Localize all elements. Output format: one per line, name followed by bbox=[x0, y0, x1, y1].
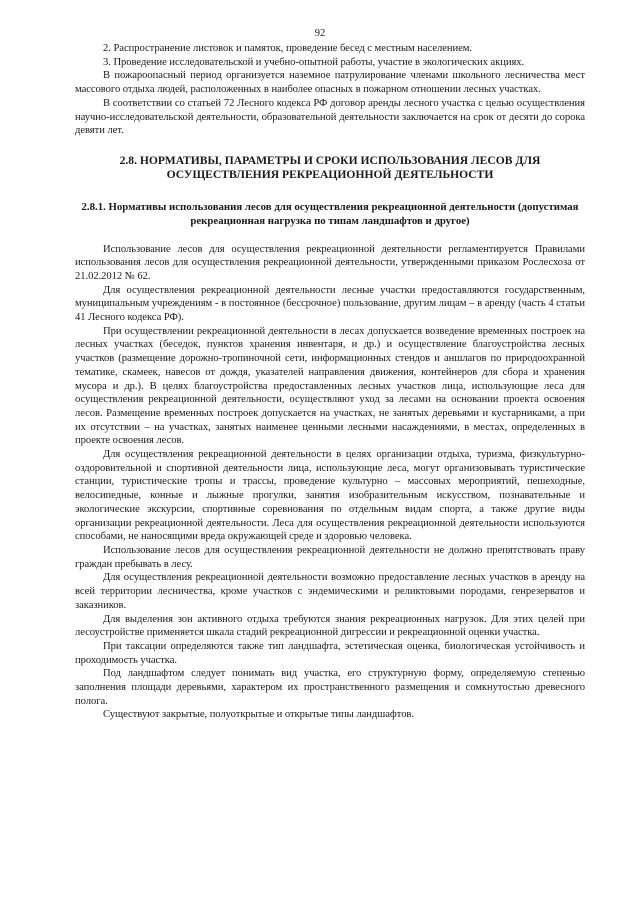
subsection-heading: 2.8.1. Нормативы использования лесов для осуществления рекреационной деятельности (допустимая рекреационная нагрузка по типам ландшафтов и другое) bbox=[81, 200, 579, 227]
paragraph: В соответствии со статьей 72 Лесного кодекса РФ договор аренды лесного участка с целью осуществления научно-исследовательской деятельности, образовательной деятельности заключается на срок от десяти до сорока девяти лет. bbox=[75, 97, 585, 137]
paragraph: При таксации определяются также тип ландшафта, эстетическая оценка, биологическая устойчивость и проходимость участка. bbox=[75, 640, 585, 666]
paragraph: Под ландшафтом следует понимать вид участка, его структурную форму, определяемую степенью заполнения площади деревьями, характером их пространственного размещения и сомкнутостью древесного полога. bbox=[75, 668, 585, 707]
page-number: 92 bbox=[314, 28, 326, 39]
paragraph: 3. Проведение исследовательской и учебно-опытной работы, участие в экологических акциях. bbox=[103, 56, 525, 68]
paragraph: Использование лесов для осуществления рекреационной деятельности не должно препятствовать праву граждан пребывать в лесу. bbox=[75, 544, 585, 570]
paragraph: Для осуществления рекреационной деятельности лесные участки предоставляются государственным, муниципальным учреждениям - в постоянное (бессрочное) пользование, другим лицам – в аренду (часть 4 статьи 41 Лесного кодекса РФ). bbox=[75, 284, 585, 324]
paragraph: При осуществлении рекреационной деятельности в лесах допускается возведение временных построек на лесных участках (беседок, пунктов хранения инвентаря, и др.) и осуществление благоустройства лесных участков (размещение дорожно-тропиночной сети, информационных стендов и аншлагов по природоохранной тематике, скамеек, навесов от дождя, указателей направления движения, контейнеров для сбора и хранения мусора и др.). В целях благоустройства предоставленных лесных участков лица, использующие леса для осуществления рекреационной деятельности, осуществляют уход за лесами на основании проекта освоения лесов. Размещение временных построек допускается на участках, не занятых деревьями и кустарниками, а при их отсутствии – на участках, занятых наименее ценными лесными насаждениями, в местах, определенных в проекте освоения лесов. bbox=[75, 325, 585, 447]
paragraph: Для осуществления рекреационной деятельности в целях организации отдыха, туризма, физкультурно-оздоровительной и спортивной деятельности лица, использующие леса, могут организовывать туристические станции, туристические тропы и трассы, проведение культурно – массовых мероприятий, пешеходные, велосипедные, конные и лыжные прогулки, занятия изобразительным искусством, познавательные и экологические экскурсии, спортивные соревнования по отдельным видам спорта, а также другие виды организации рекреационной деятельности. Леса для осуществления рекреационной деятельности используются способами, не наносящими вреда окружающей среде и здоровью человека. bbox=[75, 449, 585, 543]
paragraph: Использование лесов для осуществления рекреационной деятельности регламентируется Правилами использования лесов для осуществления рекреационной деятельности, утвержденными приказом Рослесхоза от 21.02.2012 № 62. bbox=[75, 243, 585, 282]
paragraph: Существуют закрытые, полуоткрытые и открытые типы ландшафтов. bbox=[103, 709, 414, 721]
paragraph: Для выделения зон активного отдыха требуются знания рекреационных нагрузок. Для этих целей при лесоустройстве применяется шкала стадий рекреационной дигрессии и рекреационной оценки участка. bbox=[75, 613, 585, 639]
paragraph: В пожароопасный период организуется наземное патрулирование членами школьного лесничества мест массового отдыха людей, расположенных в наиболее опасных в пожарном отношении лесных участках. bbox=[75, 70, 585, 96]
paragraph: Для осуществления рекреационной деятельности возможно предоставление лесных участков в аренду на всей территории лесничества, кроме участков с эндемическими и реликтовыми породами, генрезерватов и заказников. bbox=[75, 572, 585, 611]
paragraph: 2. Распространение листовок и памяток, проведение бесед с местным населением. bbox=[103, 43, 473, 54]
page-content bbox=[75, 42, 585, 722]
section-heading: 2.8. НОРМАТИВЫ, ПАРАМЕТРЫ И СРОКИ ИСПОЛЬЗОВАНИЯ ЛЕСОВ ДЛЯ ОСУЩЕСТВЛЕНИЯ РЕКРЕАЦИОННОЙ ДЕЯТЕЛЬНОСТИ bbox=[119, 153, 541, 182]
